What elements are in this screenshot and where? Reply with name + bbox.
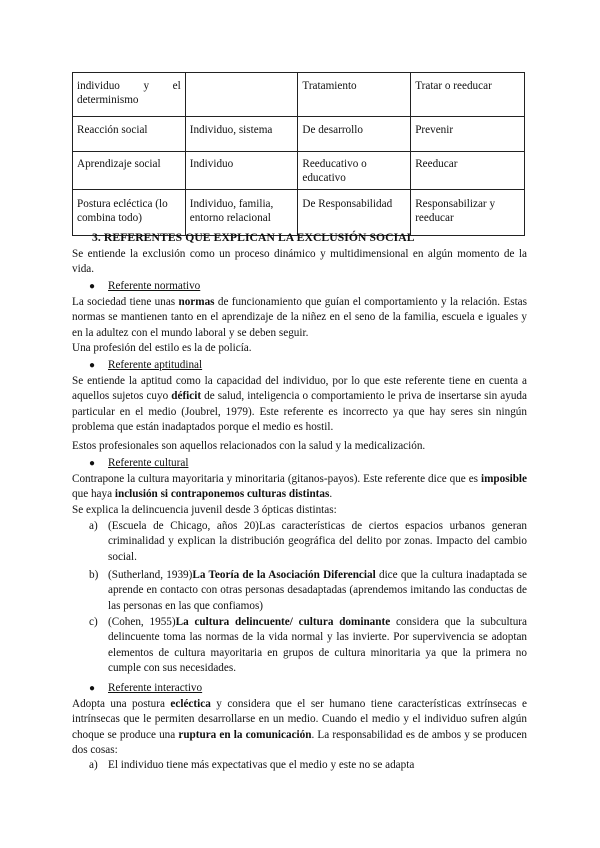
bullet-icon: ● bbox=[89, 458, 96, 469]
table-cell: Individuo, familia, entorno relacional bbox=[185, 190, 298, 236]
bullet-icon: ● bbox=[89, 683, 96, 694]
table-row bbox=[73, 73, 525, 117]
section-intro: Se entiende la exclusión como un proceso dinámico y multidimensional en algún momento de la vida. bbox=[72, 248, 527, 276]
paragraph: Adopta una postura ecléctica y considera que el ser humano tiene características extrínsecas e intrínsecas que le permiten desarrollarse en un medio. Cuando el medio y el individuo sufren algún choque se produce una ruptura en la comunicación. La responsabilidad es de ambos y se producen dos cosas: bbox=[72, 698, 527, 756]
paragraph: Estos profesionales son aquellos relacionados con la salud y la medicalización. bbox=[72, 440, 426, 452]
paragraph: Se explica la delincuencia juvenil desde 3 ópticas distintas: bbox=[72, 504, 337, 516]
intervention-table bbox=[72, 72, 525, 236]
table-cell: Prevenir bbox=[411, 117, 525, 152]
paragraph: Una profesión del estilo es la de policía. bbox=[72, 342, 252, 354]
bullet-label: Referente cultural bbox=[108, 457, 189, 469]
bullet-label: Referente aptitudinal bbox=[108, 359, 203, 371]
table-cell: Reeducar bbox=[411, 152, 525, 190]
list-item-text: (Sutherland, 1939)La Teoría de la Asociación Diferencial dice que la cultura inadaptada se aprende en contacto con otras personas desadaptadas (aprendemos imitando las conductas de las personas en las que confiamos) bbox=[108, 569, 528, 612]
table-cell: Individuo, sistema bbox=[185, 117, 298, 152]
table-cell: Reacción social bbox=[73, 117, 186, 152]
section-heading: 3. REFERENTES QUE EXPLICAN LA EXCLUSIÓN SOCIAL bbox=[92, 231, 415, 244]
list-marker: a) bbox=[89, 520, 98, 532]
paragraph: Se entiende la aptitud como la capacidad del individuo, por lo que este referente tiene en cuenta a aquellos sujetos cuyo déficit de salud, inteligencia o comportamiento le priva de insertarse sin ayuda particular en el medio (Joubrel, 1979). Este referente es incorrecto ya que hay seres sin ningún problema que están inadaptados porque el medio es hostil. bbox=[72, 375, 527, 433]
bullet-icon: ● bbox=[89, 360, 96, 371]
bullet-label: Referente normativo bbox=[108, 280, 201, 292]
table-cell: Postura ecléctica (lo combina todo) bbox=[73, 190, 186, 236]
table-cell: De desarrollo bbox=[298, 117, 411, 152]
list-marker: a) bbox=[89, 759, 98, 771]
list-item-text: El individuo tiene más expectativas que el medio y este no se adapta bbox=[108, 759, 415, 771]
table-row bbox=[73, 190, 525, 236]
table-cell: Aprendizaje social bbox=[73, 152, 186, 190]
paragraph: Contrapone la cultura mayoritaria y minoritaria (gitanos-payos). Este referente dice que es imposible que haya inclusión si contraponemos culturas distintas. bbox=[72, 473, 527, 501]
table-cell: Individuo bbox=[185, 152, 298, 190]
bullet-icon: ● bbox=[89, 281, 96, 292]
paragraph: La sociedad tiene unas normas de funcionamiento que guían el comportamiento y la relación. Estas normas se mantienen tanto en el aprendizaje de la niñez en el seno de la familia, escuela e iguales y en la adultez con el mundo laboral y se deben seguir. bbox=[72, 296, 528, 339]
table-cell: Tratar o reeducar bbox=[411, 73, 525, 117]
list-item-text: (Cohen, 1955)La cultura delincuente/ cultura dominante considera que la subcultura delincuente toma las normas de la vida normal y las invierte. Por supervivencia se adoptan elementos de cultura mayoritaria en grupos de cultura minoritaria ya que la primera no cumple con sus necesidades. bbox=[108, 616, 527, 674]
table-cell bbox=[185, 73, 298, 117]
table-row bbox=[73, 117, 525, 152]
list-item-text: (Escuela de Chicago, años 20)Las características de ciertos espacios urbanos generan criminalidad y explican la distribución geográfica del delito por zonas. Impacto del cambio social. bbox=[108, 520, 528, 563]
table-cell: Reeducativo o educativo bbox=[298, 152, 411, 190]
table-cell: Responsabilizar y reeducar bbox=[411, 190, 525, 236]
list-marker: c) bbox=[89, 616, 98, 628]
bullet-label: Referente interactivo bbox=[108, 682, 203, 694]
table-row bbox=[73, 152, 525, 190]
list-marker: b) bbox=[89, 569, 99, 581]
table-cell: individuo y el determinismo bbox=[73, 73, 186, 117]
table-cell: Tratamiento bbox=[298, 73, 411, 117]
table-cell: De Responsabilidad bbox=[298, 190, 411, 236]
